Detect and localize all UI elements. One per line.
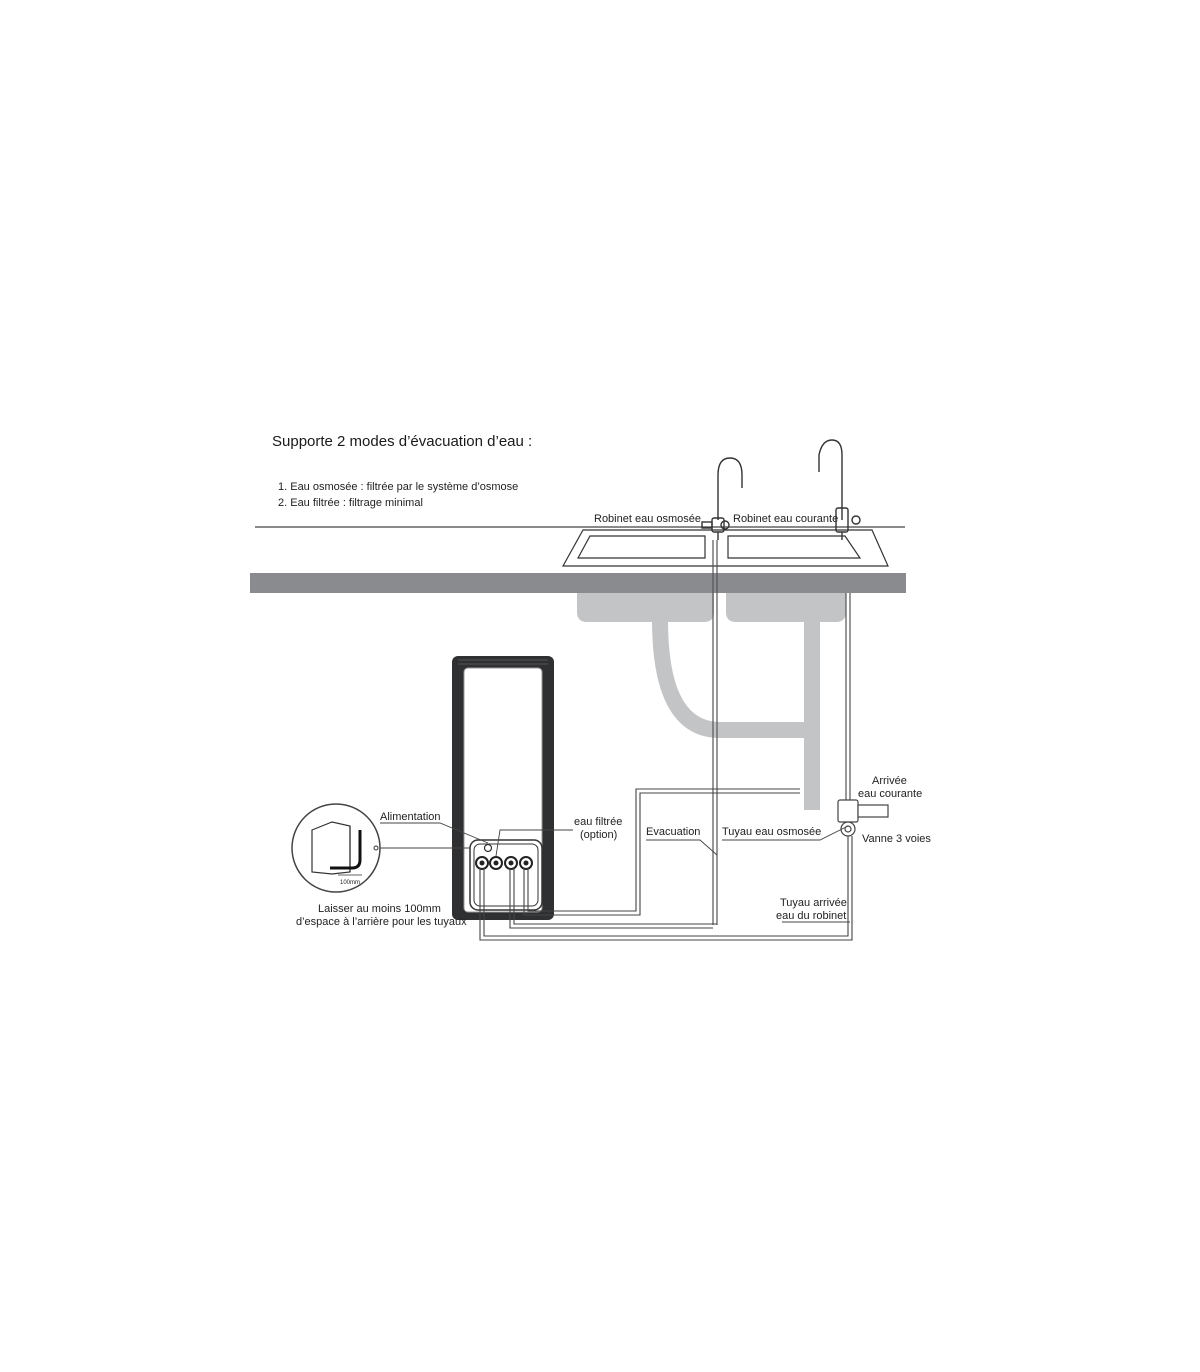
label-inlet-1: Arrivée [872,775,907,787]
sink-bowls [577,593,846,622]
sink-basin-left [578,536,705,558]
ro-unit [452,656,554,920]
faucet-osmosis [702,458,742,540]
label-clearance-2: d’espace à l’arrière pour les tuyaux [296,916,467,928]
label-dimension: 100mm [340,880,361,886]
three-way-valve [838,800,888,836]
mode-item-osmosis: 1. Eau osmosée : filtrée par le système d’osmose [278,481,519,493]
clearance-inset [292,804,380,892]
label-valve: Vanne 3 voies [862,833,931,845]
label-feed-2: eau du robinet [776,910,847,922]
faucet-tap [819,440,860,540]
diagram-title: Supporte 2 modes d’évacuation d’eau : [272,433,533,450]
power-port [485,845,492,852]
sink-basin-right [728,536,860,558]
label-ro-pipe: Tuyau eau osmosée [722,826,822,838]
sink [563,530,888,566]
label-power: Alimentation [380,811,441,823]
label-clearance-1: Laisser au moins 100mm [318,903,441,915]
label-faucet-tap: Robinet eau courante [733,513,839,525]
label-faucet-osmosis: Robinet eau osmosée [594,513,702,525]
countertop [250,573,906,593]
feed-tube [846,593,850,800]
drain-trap [660,620,812,810]
label-filtered-2: (option) [580,829,618,841]
label-drain: Evacuation [646,826,701,838]
label-inlet-2: eau courante [858,788,923,800]
label-filtered-1: eau filtrée [574,816,623,828]
label-feed-1: Tuyau arrivée [780,897,847,909]
mode-item-filtered: 2. Eau filtrée : filtrage minimal [278,497,423,509]
